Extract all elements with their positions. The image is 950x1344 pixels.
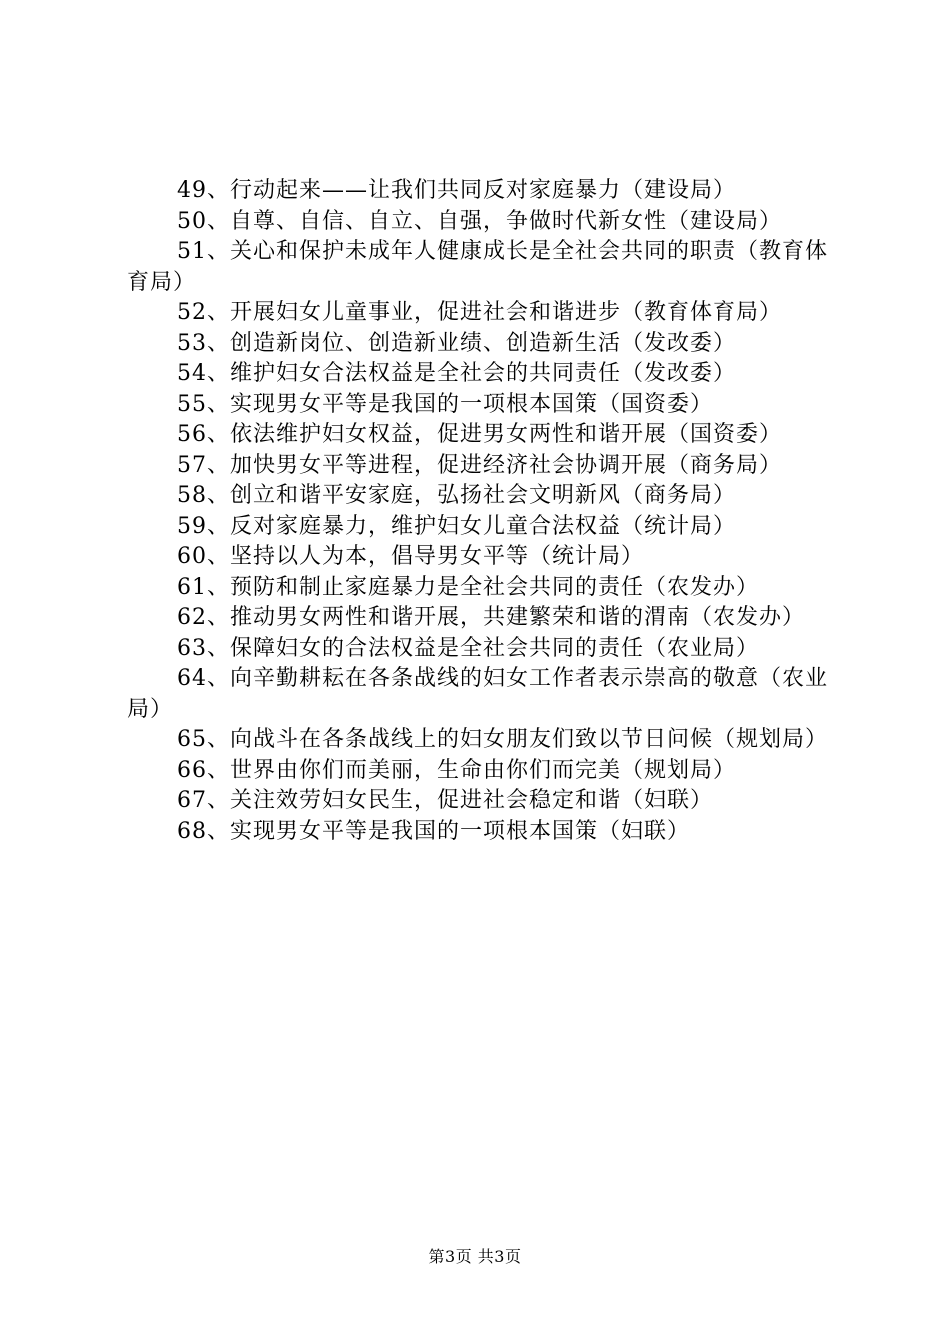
slogan-item: 57、加快男女平等进程，促进经济社会协调开展（商务局） [177, 452, 782, 478]
slogan-item: 66、世界由你们而美丽，生命由你们而完美（规划局） [177, 757, 736, 783]
slogan-item: 62、推动男女两性和谐开展，共建繁荣和谐的渭南（农发办） [177, 605, 805, 630]
slogan-item: 50、自尊、自信、自立、自强，争做时代新女性（建设局） [177, 208, 782, 234]
slogan-item: 52、开展妇女儿童事业，促进社会和谐进步（教育体育局） [177, 300, 782, 325]
slogan-item: 51、关心和保护未成年人健康成长是全社会共同的职责（教育体育局） [127, 239, 828, 295]
slogan-item: 60、坚持以人为本，倡导男女平等（统计局） [177, 544, 644, 569]
slogan-item: 55、实现男女平等是我国的一项根本国策（国资委） [177, 391, 713, 417]
slogan-item: 68、实现男女平等是我国的一项根本国策（妇联） [177, 818, 690, 844]
slogan-item: 59、反对家庭暴力，维护妇女儿童合法权益（统计局） [177, 513, 736, 539]
slogan-item: 61、预防和制止家庭暴力是全社会共同的责任（农发办） [177, 574, 759, 600]
page-footer: 第3页 共3页 [428, 1247, 522, 1266]
slogan-item: 49、行动起来——让我们共同反对家庭暴力（建设局） [177, 178, 736, 203]
slogan-item: 54、维护妇女合法权益是全社会的共同责任（发改委） [177, 361, 736, 386]
slogan-item: 65、向战斗在各条战线上的妇女朋友们致以节日问候（规划局） [177, 727, 828, 752]
slogan-item: 64、向辛勤耕耘在各条战线的妇女工作者表示崇高的敬意（农业局） [127, 666, 828, 722]
document-body [127, 176, 835, 847]
slogan-item: 63、保障妇女的合法权益是全社会共同的责任（农业局） [177, 635, 759, 661]
slogan-item: 53、创造新岗位、创造新业绩、创造新生活（发改委） [177, 330, 736, 356]
slogan-item: 58、创立和谐平安家庭，弘扬社会文明新风（商务局） [177, 483, 736, 508]
slogan-item: 56、依法维护妇女权益，促进男女两性和谐开展（国资委） [177, 422, 782, 447]
slogan-item: 67、关注效劳妇女民生，促进社会稳定和谐（妇联） [177, 788, 713, 813]
